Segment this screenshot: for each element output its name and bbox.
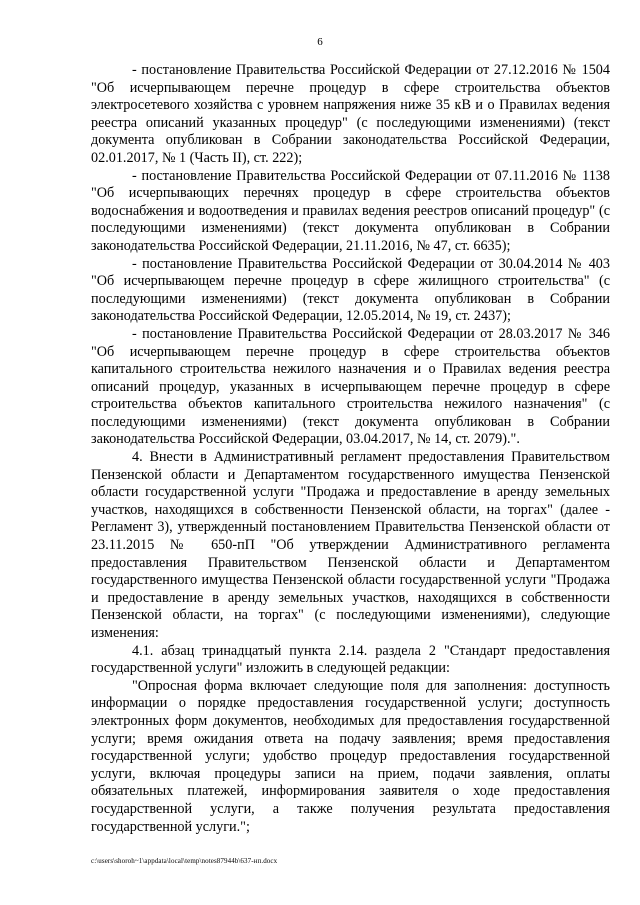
footer-file-path: c:\users\shoroh~1\appdata\local\temp\notes87944b\637-нп.docx [91, 857, 278, 865]
paragraph-decree-403: - постановление Правительства Российской Федерации от 30.04.2014 № 403 "Об исчерпывающем перечне процедур в сфере жилищного строительства" (с последующими изменениями) (текст документа опубликован в Собрании законодательства Российской Федерации, 12.05.2014, № 19, ст. 2437); [91, 255, 610, 325]
page-number: 6 [317, 36, 323, 48]
paragraph-quoted-text: "Опросная форма включает следующие поля для заполнения: доступность информации о порядке предоставления государственной услуги; доступность электронных форм документов, необходимых для предоставления государственной услуги; время ожидания ответа на подачу заявления; время предоставления государственной услуги; удобство процедур предоставления государственной услуги, включая процедуры записи на прием, подачи заявления, оплаты обязательных платежей, информирования заявителя о ходе предоставления государственной услуги, а также получения результата предоставления государственной услуги."; [91, 677, 610, 835]
paragraph-decree-1138: - постановление Правительства Российской Федерации от 07.11.2016 № 1138 "Об исчерпывающих перечнях процедур в сфере строительства объектов водоснабжения и водоотведения и правилах ведения реестров описаний процедур" (с последующими изменениями) (текст документа опубликован в Собрании законодательства Российской Федерации, 21.11.2016, № 47, ст. 6635); [91, 167, 610, 254]
paragraph-item-4-1: 4.1. абзац тринадцатый пункта 2.14. раздела 2 "Стандарт предоставления государственной услуги" изложить в следующей редакции: [91, 642, 610, 677]
paragraph-decree-346: - постановление Правительства Российской Федерации от 28.03.2017 № 346 "Об исчерпывающем перечне процедур в сфере строительства объектов капитального строительства нежилого назначения и о Правилах ведения реестра описаний процедур, указанных в исчерпывающем перечне процедур в сфере строительства объектов капитального строительства нежилого назначения" (с последующими изменениями) (текст документа опубликован в Собрании законодательства Российской Федерации, 03.04.2017, № 14, ст. 2079).". [91, 325, 610, 448]
paragraph-decree-1504: - постановление Правительства Российской Федерации от 27.12.2016 № 1504 "Об исчерпывающем перечне процедур в сфере строительства объектов электросетевого хозяйства с уровнем напряжения ниже 35 кВ и о Правилах ведения реестра описаний указанных процедур" (с последующими изменениями) (текст документа опубликован в Собрании законодательства Российской Федерации, 02.01.2017, № 1 (Часть II), ст. 222); [91, 62, 610, 166]
document-body [91, 62, 610, 836]
paragraph-item-4: 4. Внести в Административный регламент предоставления Правительством Пензенской области и Департаментом государственного имущества Пензенской области государственной услуги "Продажа и предоставление в аренду земельных участков, находящихся в собственности Пензенской области, на торгах" (далее - Регламент 3), утвержденный постановлением Правительства Пензенской области от 23.11.2015 № 650-пП "Об утверждении Административного регламента предоставления Правительством Пензенской области и Департаментом государственного имущества Пензенской области государственной услуги "Продажа и предоставление в аренду земельных участков, находящихся в собственности Пензенской области, на торгах" (с последующими изменениями), следующие изменения: [91, 449, 610, 641]
